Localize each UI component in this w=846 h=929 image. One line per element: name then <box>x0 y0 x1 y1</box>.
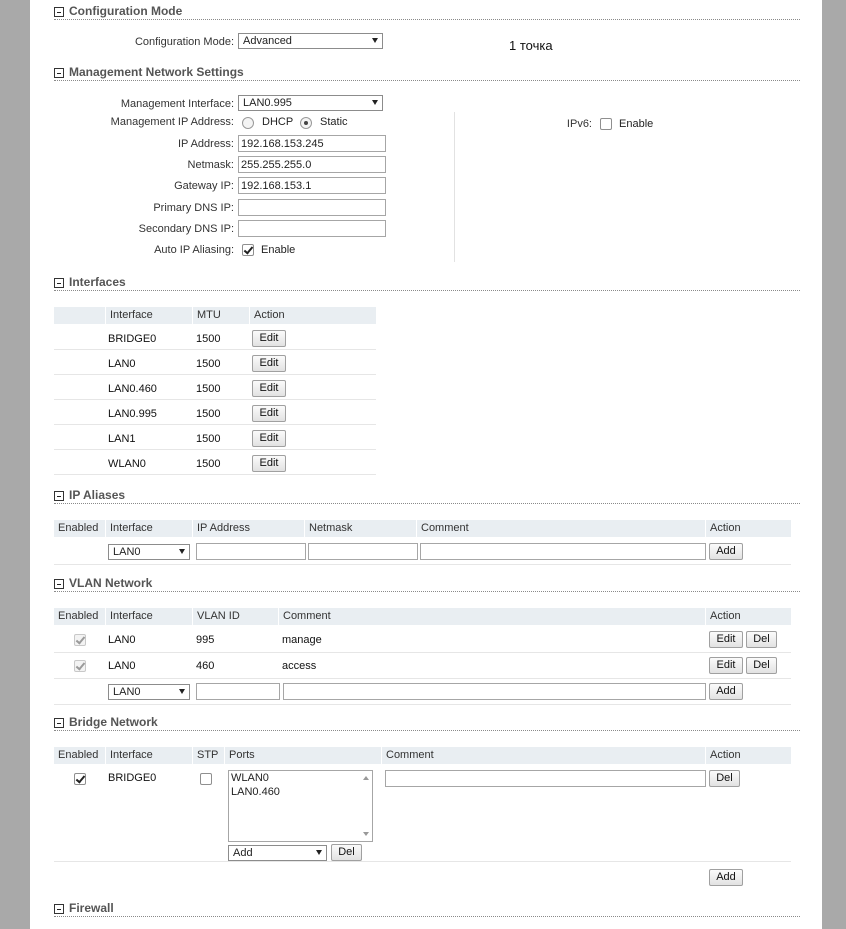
bridge-port-item[interactable]: LAN0.460 <box>231 786 280 798</box>
interface-name: LAN0 <box>108 358 136 370</box>
column-header: Comment <box>386 749 434 761</box>
ip-address-input[interactable]: 192.168.153.245 <box>238 135 386 152</box>
chevron-down-icon <box>179 549 185 554</box>
bridge-table-header <box>54 747 791 764</box>
configuration-mode-value: Advanced <box>243 35 292 47</box>
interfaces-table-header <box>54 307 376 324</box>
ip-alias-netmask-input[interactable] <box>308 543 418 560</box>
secondary-dns-input[interactable] <box>238 220 386 237</box>
column-header: Netmask <box>309 522 353 534</box>
vlan-id: 460 <box>196 660 215 672</box>
edit-vlan-button[interactable]: Edit <box>709 657 743 674</box>
gateway-ip-label: Gateway IP: <box>174 180 234 192</box>
collapse-icon[interactable] <box>54 7 64 17</box>
management-interface-label: Management Interface: <box>120 98 234 110</box>
interface-name: WLAN0 <box>108 458 146 470</box>
vlan-id-input[interactable] <box>196 683 280 700</box>
vlan-id: 995 <box>196 634 215 646</box>
bridge-port-add-value: Add <box>233 847 253 859</box>
section-vlan-network[interactable] <box>54 576 800 592</box>
column-header: Ports <box>229 749 255 761</box>
column-header: STP <box>197 749 219 761</box>
edit-interface-button[interactable]: Edit <box>252 330 286 347</box>
section-title: Interfaces <box>69 275 126 289</box>
interface-name: BRIDGE0 <box>108 333 157 345</box>
column-header: Interface <box>110 309 153 321</box>
edit-interface-button[interactable]: Edit <box>252 380 286 397</box>
interface-mtu: 1500 <box>196 458 221 470</box>
interface-mtu: 1500 <box>196 408 221 420</box>
section-title: Firewall <box>69 901 114 915</box>
ip-address-label: IP Address: <box>177 138 234 150</box>
configuration-mode-label: Configuration Mode: <box>134 36 234 48</box>
note-text: 1 точка <box>509 38 553 53</box>
add-vlan-button[interactable]: Add <box>709 683 743 700</box>
edit-interface-button[interactable]: Edit <box>252 455 286 472</box>
section-interfaces[interactable] <box>54 275 800 291</box>
edit-interface-button[interactable]: Edit <box>252 355 286 372</box>
column-header: Enabled <box>58 522 99 534</box>
section-management-network[interactable] <box>54 65 800 81</box>
scroll-down-icon[interactable] <box>363 832 369 836</box>
vlan-enabled-checkbox[interactable] <box>74 634 86 646</box>
ip-alias-address-input[interactable] <box>196 543 306 560</box>
interface-name: LAN0.995 <box>108 408 157 420</box>
interface-mtu: 1500 <box>196 358 221 370</box>
column-header: Action <box>710 522 741 534</box>
column-header: Interface <box>110 610 153 622</box>
scroll-up-icon[interactable] <box>363 776 369 780</box>
network-settings-page <box>30 0 822 929</box>
chevron-down-icon <box>179 689 185 694</box>
vlan-interface: LAN0 <box>108 660 136 672</box>
section-title: Configuration Mode <box>69 4 183 18</box>
add-ip-alias-button[interactable]: Add <box>709 543 743 560</box>
section-ip-aliases[interactable] <box>54 488 800 504</box>
column-header: Comment <box>283 610 331 622</box>
interface-mtu: 1500 <box>196 333 221 345</box>
bridge-interface: BRIDGE0 <box>108 772 157 784</box>
bridge-comment-input[interactable] <box>385 770 706 787</box>
bridge-port-item[interactable]: WLAN0 <box>231 772 269 784</box>
section-title: Management Network Settings <box>69 65 244 79</box>
auto-ip-aliasing-label: Auto IP Aliasing: <box>154 244 234 256</box>
collapse-icon[interactable] <box>54 68 64 78</box>
section-title: IP Aliases <box>69 488 126 502</box>
gateway-ip-input[interactable]: 192.168.153.1 <box>238 177 386 194</box>
column-header: Comment <box>421 522 469 534</box>
vlan-interface-value: LAN0 <box>113 686 141 698</box>
static-label: Static <box>320 116 348 128</box>
column-header: MTU <box>197 309 221 321</box>
vlan-interface: LAN0 <box>108 634 136 646</box>
column-header: Action <box>710 610 741 622</box>
column-divider <box>454 112 455 262</box>
section-bridge-network[interactable] <box>54 715 800 731</box>
ipv6-label: IPv6: <box>566 118 592 130</box>
add-bridge-button[interactable]: Add <box>709 869 743 886</box>
edit-vlan-button[interactable]: Edit <box>709 631 743 648</box>
section-firewall[interactable] <box>54 901 800 917</box>
interface-mtu: 1500 <box>196 433 221 445</box>
edit-interface-button[interactable]: Edit <box>252 405 286 422</box>
section-title: VLAN Network <box>69 576 153 590</box>
column-header: Action <box>254 309 285 321</box>
delete-bridge-port-button[interactable]: Del <box>331 844 362 861</box>
delete-vlan-button[interactable]: Del <box>746 631 777 648</box>
vlan-comment: manage <box>282 634 322 646</box>
management-ip-mode-label: Management IP Address: <box>110 116 234 128</box>
column-header: Enabled <box>58 749 99 761</box>
delete-bridge-button[interactable]: Del <box>709 770 740 787</box>
secondary-dns-label: Secondary DNS IP: <box>138 223 234 235</box>
bridge-ports-listbox[interactable] <box>228 770 373 842</box>
netmask-input[interactable]: 255.255.255.0 <box>238 156 386 173</box>
netmask-label: Netmask: <box>187 159 234 171</box>
vlan-table-header <box>54 608 791 625</box>
ip-alias-interface-value: LAN0 <box>113 546 141 558</box>
dhcp-label: DHCP <box>262 116 294 128</box>
collapse-icon[interactable] <box>54 491 64 501</box>
chevron-down-icon <box>372 38 378 43</box>
collapse-icon[interactable] <box>54 904 64 914</box>
column-header: Action <box>710 749 741 761</box>
column-header: IP Address <box>197 522 250 534</box>
ip-aliases-table-header <box>54 520 791 537</box>
delete-vlan-button[interactable]: Del <box>746 657 777 674</box>
vlan-comment-input[interactable] <box>283 683 706 700</box>
column-header: Enabled <box>58 610 99 622</box>
primary-dns-input[interactable] <box>238 199 386 216</box>
configuration-mode-select[interactable] <box>238 33 383 49</box>
interface-mtu: 1500 <box>196 383 221 395</box>
management-interface-select[interactable] <box>238 95 383 111</box>
auto-ip-aliasing-checkbox[interactable] <box>242 244 254 256</box>
vlan-comment: access <box>282 660 317 672</box>
collapse-icon[interactable] <box>54 718 64 728</box>
bridge-enabled-checkbox[interactable] <box>74 773 86 785</box>
bridge-port-add-select[interactable] <box>228 845 327 861</box>
collapse-icon[interactable] <box>54 579 64 589</box>
column-header: VLAN ID <box>197 610 240 622</box>
ipv6-enable-label: Enable <box>619 118 654 130</box>
chevron-down-icon <box>372 100 378 105</box>
static-radio[interactable] <box>300 117 312 129</box>
vlan-interface-select[interactable] <box>108 684 190 700</box>
auto-ip-aliasing-enable-label: Enable <box>261 244 296 256</box>
dhcp-radio[interactable] <box>242 117 254 129</box>
bridge-stp-checkbox[interactable] <box>200 773 212 785</box>
section-configuration-mode[interactable] <box>54 4 800 20</box>
column-header: Interface <box>110 522 153 534</box>
ipv6-checkbox[interactable] <box>600 118 612 130</box>
section-title: Bridge Network <box>69 715 158 729</box>
interface-name: LAN1 <box>108 433 136 445</box>
interface-name: LAN0.460 <box>108 383 157 395</box>
ip-alias-interface-select[interactable] <box>108 544 190 560</box>
collapse-icon[interactable] <box>54 278 64 288</box>
management-interface-value: LAN0.995 <box>243 97 292 109</box>
column-header: Interface <box>110 749 153 761</box>
chevron-down-icon <box>316 850 322 855</box>
ip-alias-comment-input[interactable] <box>420 543 706 560</box>
primary-dns-label: Primary DNS IP: <box>153 202 234 214</box>
edit-interface-button[interactable]: Edit <box>252 430 286 447</box>
vlan-enabled-checkbox[interactable] <box>74 660 86 672</box>
